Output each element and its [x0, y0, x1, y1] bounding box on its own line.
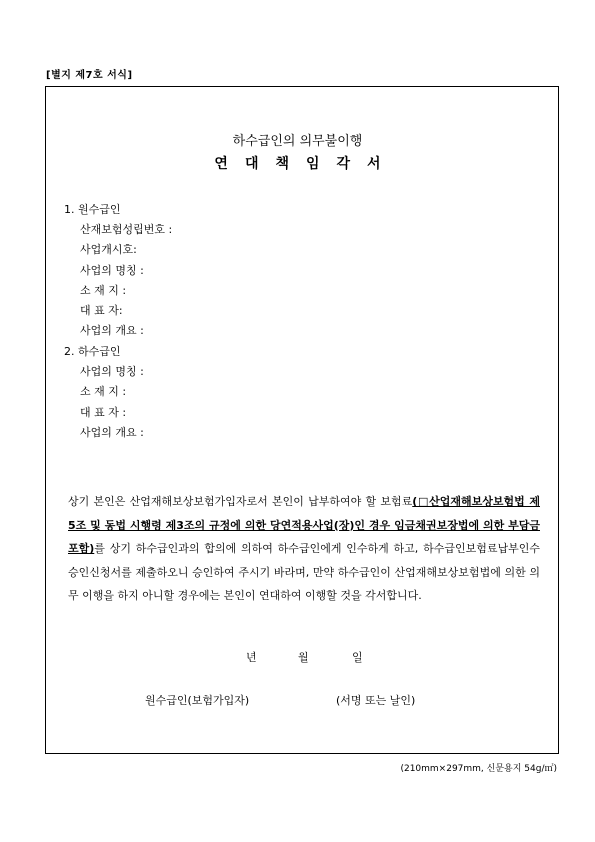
section1-heading: 1. 원수급인	[64, 203, 121, 216]
section2-field-overview: 사업의 개요 :	[80, 426, 144, 439]
title-subject: 하수급인의 의무불이행	[232, 134, 363, 149]
section1-field-representative: 대 표 자:	[80, 304, 123, 317]
paper-spec-footer: (210mm×297mm, 신문용지 54g/㎡)	[400, 764, 557, 774]
statement-text-1: 상기 본인은 산업재해보상보험가입자로서 본인이 납부하여야 할 보험료	[68, 495, 413, 508]
signature-note: (서명 또는 날인)	[336, 694, 416, 707]
section2-field-address: 소 재 지 :	[80, 385, 127, 398]
statement-text-2: 를 상기 하수급인과의 합의에 의하여 하수급인에게 인수하게 하고, 하수급인보험료납부인수승인신청서를 제출하오니 승인하여 주시기 바라며, 만약 하수급인이 산업재해보상보험법에 의한 의무 이행을 하지 아니할 경우에는 본인이 연대하여 이행할 것을 각서합니다.	[68, 542, 540, 602]
section1-field-business-name: 사업의 명칭 :	[80, 264, 144, 277]
date-month: 월	[298, 651, 309, 664]
section2-heading: 2. 하수급인	[64, 345, 121, 358]
date-year: 년	[246, 651, 257, 664]
section2-field-representative: 대 표 자 :	[80, 406, 127, 419]
section1-field-insurance-no: 산재보험성립번호 :	[80, 223, 173, 236]
date-day: 일	[352, 651, 363, 664]
signer-label: 원수급인(보험가입자)	[145, 694, 250, 707]
section1-field-overview: 사업의 개요 :	[80, 324, 144, 337]
form-number-label: [별지 제7호 서식]	[46, 70, 133, 81]
section1-field-address: 소 재 지 :	[80, 284, 127, 297]
page-title: 연대책임각서	[214, 156, 398, 172]
section1-field-start: 사업개시호:	[80, 243, 137, 256]
statement-paragraph	[68, 490, 540, 608]
statement-bold-clause: (□산업재해보상보험법 제5조 및 동법 시행령 제3조의 규정에 의한 당연적용사업(장)인 경우 임금채권보장법에 의한 부담금 포함)	[68, 495, 540, 555]
section2-field-business-name: 사업의 명칭 :	[80, 365, 144, 378]
